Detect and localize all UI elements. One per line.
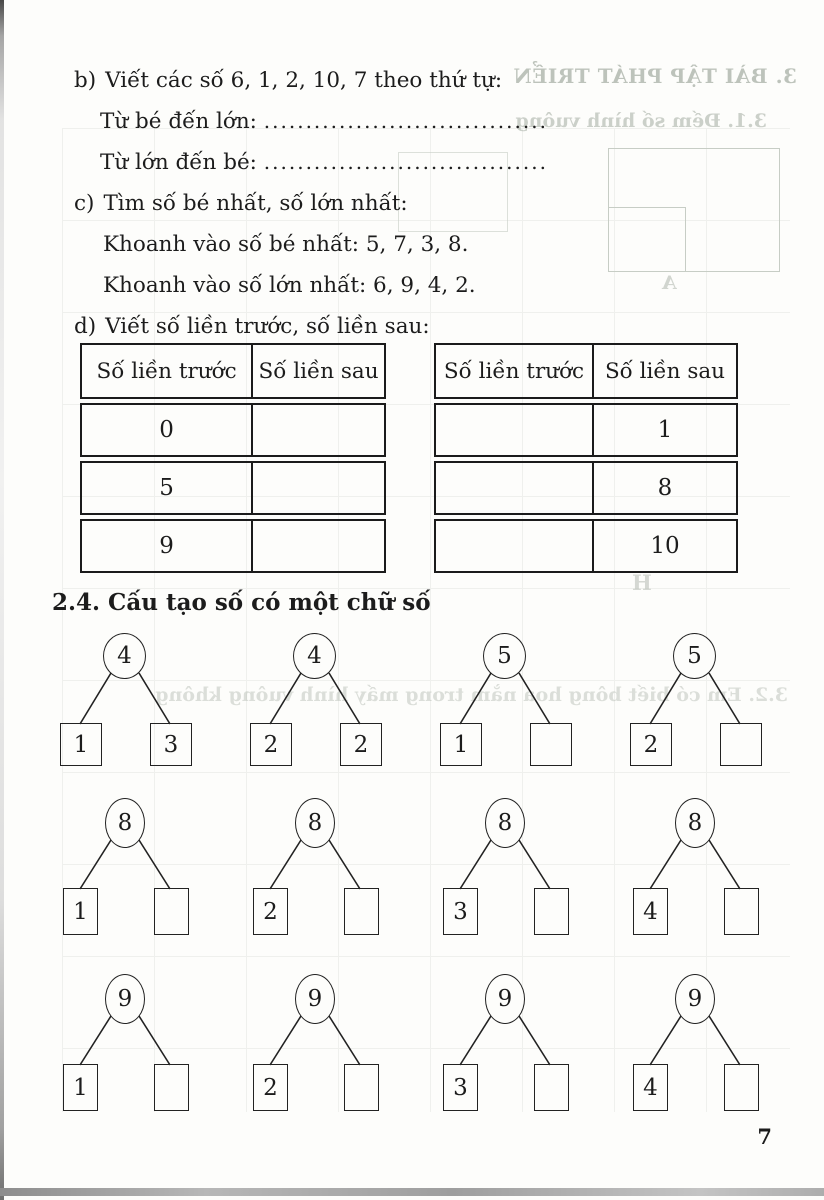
number-bond: [50, 798, 200, 932]
number-bond: [50, 974, 200, 1108]
bond-total: 8: [675, 798, 715, 848]
bond-total: 9: [295, 974, 335, 1024]
number-bond: [620, 633, 770, 767]
table-cell-blank: [436, 521, 594, 571]
column-header: Số liền trước: [82, 345, 253, 397]
bond-part-right-blank: [344, 1064, 379, 1111]
answer-line-label: Từ bé đến lớn:: [100, 109, 257, 134]
table-row: [80, 461, 386, 515]
bond-part-left: 3: [443, 1064, 478, 1111]
bond-part-left: 1: [440, 723, 482, 766]
bond-part-right: 3: [150, 723, 192, 766]
exercise-b-text: Viết các số 6, 1, 2, 10, 7 theo thứ tự:: [105, 68, 503, 93]
bond-part-right-blank: [534, 888, 569, 935]
table-cell: 5: [82, 463, 253, 513]
table-cell: 1: [657, 417, 673, 443]
bond-total: 8: [485, 798, 525, 848]
table-cell: 0: [82, 405, 253, 455]
bleed-through-text-line: 3.2. Em có biết bông hoa nằm trong mấy hình vuông không: [155, 684, 788, 706]
number-bond: [240, 798, 390, 932]
bond-part-left: 4: [633, 1064, 668, 1111]
bond-part-left: 1: [60, 723, 102, 766]
bond-part-right-blank: [724, 888, 759, 935]
table-row: [434, 403, 738, 457]
table-cell-blank: [253, 521, 384, 571]
answer-line-ascending: [100, 107, 824, 136]
bond-part-left: 1: [63, 1064, 98, 1111]
bleed-through-heading: 3. BÀI TẬP PHÁT TRIỂN: [512, 64, 797, 88]
number-bond-row-2: [0, 798, 824, 932]
section-2-4-title: 2.4. Cấu tạo số có một chữ số: [52, 589, 431, 616]
answer-line-descending: [100, 148, 824, 177]
before-after-table-left: [80, 343, 386, 577]
number-bond: [240, 633, 390, 767]
dotted-answer-blank: ..................................: [263, 109, 548, 133]
bond-total: 9: [485, 974, 525, 1024]
before-after-tables: [80, 343, 824, 577]
table-header-row: [80, 343, 386, 399]
bond-part-right-blank: [154, 888, 189, 935]
table-row: [434, 519, 738, 573]
bond-part-right-blank: [344, 888, 379, 935]
table-cell: 10: [650, 533, 680, 559]
bond-part-right-blank: [720, 723, 762, 766]
bond-total: 5: [673, 633, 716, 679]
number-bond-row-1: [0, 633, 824, 767]
bond-total: 8: [105, 798, 145, 848]
bond-total: 9: [675, 974, 715, 1024]
bleed-through-letter: H: [632, 570, 652, 595]
exercise-c-label: c): [74, 191, 95, 216]
number-bond: [430, 633, 580, 767]
table-header-row: [434, 343, 738, 399]
table-row: [80, 519, 386, 573]
bond-part-right-blank: [530, 723, 572, 766]
column-header: Số liền sau: [604, 358, 726, 384]
bond-total: 4: [293, 633, 336, 679]
bond-total: 8: [295, 798, 335, 848]
number-bond: [620, 798, 770, 932]
bond-part-left: 3: [443, 888, 478, 935]
table-cell: 9: [82, 521, 253, 571]
number-bond: [620, 974, 770, 1108]
number-bond: [50, 633, 200, 767]
bond-part-left: 2: [253, 888, 288, 935]
bond-part-left: 4: [633, 888, 668, 935]
page-number: 7: [757, 1124, 772, 1149]
answer-line-label: Từ lớn đến bé:: [100, 150, 257, 175]
bond-total: 4: [103, 633, 146, 679]
column-header: Số liền sau: [258, 358, 379, 384]
bond-part-left: 1: [63, 888, 98, 935]
scan-edge-bar: [0, 1188, 824, 1196]
bond-part-left: 2: [253, 1064, 288, 1111]
number-bond: [430, 974, 580, 1108]
number-bond-row-3: [0, 974, 824, 1108]
bond-total: 9: [105, 974, 145, 1024]
dotted-answer-blank: ..................................: [263, 150, 548, 174]
bond-part-right-blank: [154, 1064, 189, 1111]
bond-total: 5: [483, 633, 526, 679]
exercise-c-title: [74, 189, 824, 218]
table-cell-blank: [436, 405, 594, 455]
bond-part-left: 2: [250, 723, 292, 766]
exercise-b-title: [74, 66, 824, 95]
scan-edge-shadow: [0, 0, 4, 1200]
exercise-d-text: Viết số liền trước, số liền sau:: [105, 314, 430, 339]
table-cell-blank: [436, 463, 594, 513]
bond-part-right: 2: [340, 723, 382, 766]
bond-part-right-blank: [534, 1064, 569, 1111]
circle-largest-line: Khoanh vào số lớn nhất: 6, 9, 4, 2.: [103, 273, 476, 298]
bleed-through-subheading: 3.1. Đếm số hình vuông: [515, 110, 767, 132]
bond-part-right-blank: [724, 1064, 759, 1111]
number-bond: [240, 974, 390, 1108]
table-row: [434, 461, 738, 515]
number-bond: [430, 798, 580, 932]
table-cell-blank: [253, 405, 384, 455]
table-row: [80, 403, 386, 457]
table-cell-blank: [253, 463, 384, 513]
exercise-d-title: [74, 312, 824, 341]
before-after-table-right: [434, 343, 738, 577]
bond-part-left: 2: [630, 723, 672, 766]
exercise-d-label: d): [74, 314, 97, 339]
column-header: Số liền trước: [436, 345, 594, 397]
exercise-c-text: Tìm số bé nhất, số lớn nhất:: [103, 191, 408, 216]
circle-smallest-line: Khoanh vào số bé nhất: 5, 7, 3, 8.: [103, 232, 469, 257]
bleed-through-label: A: [662, 272, 677, 294]
exercise-b-label: b): [74, 68, 97, 93]
table-cell: 8: [657, 475, 673, 501]
